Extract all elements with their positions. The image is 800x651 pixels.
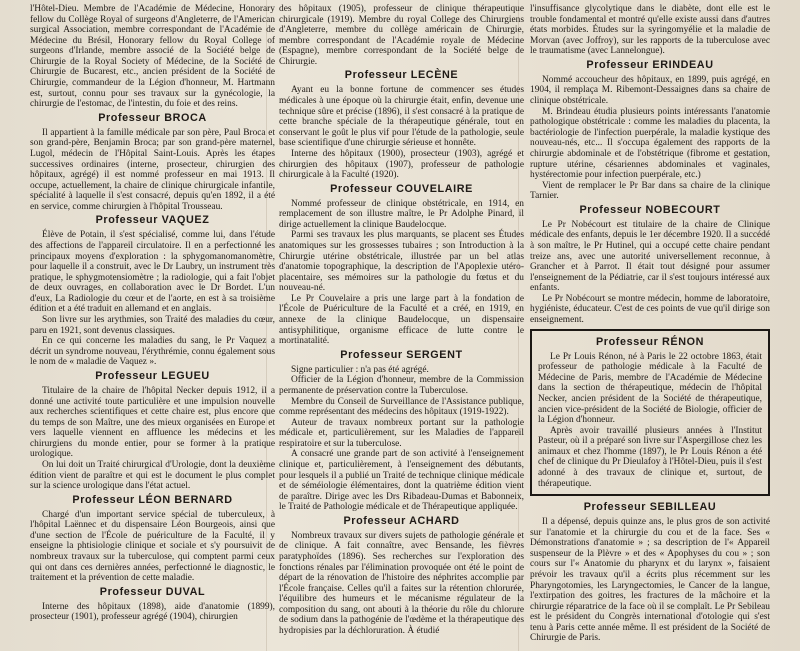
- paragraph: Nommé professeur de clinique obstétricale, en 1914, en remplacement de son illustre maître, le Pr Adolphe Pinard, il dirige actuellement la clinique Baudelocque.: [279, 198, 524, 230]
- paragraph: Ayant eu la bonne fortune de commencer ses études médicales à une époque où la chirurgie était, enfin, devenue une technique sûre et précise (1896), il s'est consacré à la pratique de cette branche spéciale de la thérapeutique générale, tout en conservant le goût le plus vif pour l'étude de la pathologie, seule base scientifique d'une chirurgie sérieuse et honnête.: [279, 85, 524, 149]
- paragraph: Interne des hôpitaux (1898), aide d'anatomie (1899), prosecteur (1901), professeur agrégé (1904), chirurgien: [30, 601, 275, 623]
- section-heading: Professeur SEBILLEAU: [583, 501, 717, 514]
- paragraph: Vient de remplacer le Pr Bar dans sa chaire de la clinique Tarnier.: [530, 180, 770, 202]
- section-heading: Professeur SERGENT: [340, 348, 463, 361]
- section-heading: Professeur BROCA: [98, 111, 207, 124]
- paragraph: Le Pr Couvelaire a pris une large part à la fondation de l'École de Puériculture de la Faculté et a créé, en 1919, en annexe de la clinique Baudelocque, un dispensaire antisyphilitique, organisme efficace de lutte contre le mortinatalité.: [279, 293, 524, 347]
- paragraph: Parmi ses travaux les plus marquants, se placent ses Études anatomiques sur les grossesses tubaires ; son Introduction à la Chirurgie utérine obstétricale, illustrée par un bel atlas d'anatomie topographique, la description de l'Apoplexie utéro-placentaire, ses mémoires sur la pathologie du fœtus et du nouveau-né.: [279, 230, 524, 294]
- paragraph: Son livre sur les arythmies, son Traité des maladies du cœur, paru en 1921, sont devenus classiques.: [30, 315, 275, 336]
- paragraph: Signe particulier : n'a pas été agrégé.: [291, 364, 429, 375]
- section-heading: Professeur VAQUEZ: [95, 214, 210, 227]
- paragraph: Interne des hôpitaux (1900), prosecteur (1903), agrégé et chirurgien des hôpitaux (1907), professeur de pathologie chirurgicale à la Faculté (1920).: [279, 148, 524, 181]
- paragraph: Nommé accoucheur des hôpitaux, en 1899, puis agrégé, en 1904, il remplaça M. Ribemont-Dessaignes dans sa chaire de clinique obstétricale.: [530, 74, 770, 107]
- paragraph: l'insuffisance glycolytique dans le diabète, dont elle est le trouble fondamental et montré qu'elle existe aussi dans d'autres états morbides. Études sur la syringomyélie et la maladie de Morvan (avec Joffroy), sur les rapports de la tuberculose avec le traumatisme (avec Lannelongue).: [530, 4, 770, 57]
- paragraph: Après avoir travaillé plusieurs années à l'Institut Pasteur, où il a préparé son livre sur l'Aspergillose chez les animaux et chez l'homme (1897), le Pr Louis Rénon a été chef de clinique du Pr Dieulafoy à l'Hôtel-Dieu, puis il s'est adonné à des travaux de clinique et, surtout, de thérapeutique.: [538, 425, 762, 489]
- paragraph: l'Hôtel-Dieu. Membre de l'Académie de Médecine, Honorary fellow du Collège Royal of surgeons d'Angleterre, de l'American surgical Association, membre correspondant de l'Académie de Médecine du Brésil, Honorary fellow du Royal College of surgeons d'Irlande, membre associé de la Société belge de Chirurgie de la Royal Society of Médecine, de la Société de Chirurgie de Bucarest, etc., ancien président de la Société de Chirurgie, commandeur de la Légion d'honneur, M. Hartmann est, surtout, connu pour ses travaux sur la gynécologie, la chirurgie de l'estomac, de l'intestin, du foie et des reins.: [30, 4, 275, 110]
- section-heading: Professeur NOBECOURT: [579, 203, 721, 216]
- paragraph: Le Pr Nobécourt est titulaire de la chaire de Clinique médicale des enfants, depuis le 1er décembre 1920. Il a succédé à son maître, le Pr Hutinel, qui a occupé cette chaire pendant treize ans, avec une autorité universellement reconnue, à Grancher et à Parrot. Il était tout désigné pour assumer l'enseignement de la Pédiatrie, car il s'est toujours intéressé aux enfants.: [530, 219, 770, 294]
- section-heading: Professeur ERINDEAU: [586, 58, 714, 71]
- paragraph: En ce qui concerne les maladies du sang, le Pr Vaquez a décrit un syndrome nouveau, l'érythrémie, connu également sous le nom de « maladie de Vaquez ».: [30, 336, 275, 368]
- paragraph: M. Brindeau étudia plusieurs points intéressants l'anatomie pathologique obstétricale : comme les maladies du placenta, la bactériologie de l'infection puerpérale, la maladie kystique des nouveau-nés, etc... Il s'occupa également des rapports de la chirurgie abdominale et de l'obstétrique (fibrome et gestation, rupture utérine, césariennes abdominales et vaginales, hystérectomie pour infection puerpérale, etc.): [530, 106, 770, 181]
- paragraph: Le Pr Nobécourt se montre médecin, homme de laboratoire, hygiéniste, éducateur. C'est de ces points de vue qu'il dirige son enseignement.: [530, 293, 770, 326]
- paragraph: Chargé d'un important service spécial de tuberculeux, à l'hôpital Laënnec et du dispensaire Léon Bourgeois, ainsi que d'une section de l'École de puériculture de la Faculté, il y enseigne la phtisiologie clinique et sociale et s'y poursuivit de nombreux travaux sur la tuberculose, qui comptent parmi ceux qui ont dans ces dernières années, perfectionné le diagnostic, le traitement et la prévention de cette maladie.: [30, 509, 275, 584]
- paragraph: A consacré une grande part de son activité à l'enseignement clinique et, particulièrement, à l'enseignement des débutants, pour lesquels il a publié un Traité de technique clinique médicale et de séméiologie élémentaires, dont la quatrième édition vient de paraître. Dirige avec les Drs Ribadeau-Dumas et Babonneix, le Traité de Pathologie médicale et de Thérapeutique appliquée.: [279, 449, 524, 513]
- paragraph: Titulaire de la chaire de l'hôpital Necker depuis 1912, il a donné une activité toute particulière et une impulsion nouvelle aux recherches scientifiques et cette chaire est, plus encore que du temps de son Maître, une des mieux organisées en Europe et vers laquelle viennent en affluence les médecins et les chirurgiens du monde entier, pour se former à la pratique urologique.: [30, 385, 275, 460]
- section-heading: Professeur LECÈNE: [344, 69, 459, 82]
- column-1: [30, 4, 275, 623]
- section-heading: Professeur RÉNON: [595, 335, 704, 348]
- section-heading: Professeur ACHARD: [343, 514, 460, 527]
- paragraph: Officier de la Légion d'honneur, membre de la Commission permanente de préservation contre la Tuberculose.: [279, 375, 524, 396]
- paragraph: Il a dépensé, depuis quinze ans, le plus gros de son activité sur l'anatomie et la chirurgie du cou et de la face. Ses « Démonstrations d'anatomie » ; sa description de l'« Appareil suspenseur de la Plèvre » et des « Apophyses du cou » ; son cours sur l'« Anatomie du pharynx et du larynx », faisaient prévoir les travaux qu'il a écrits plus récemment sur les Pharyngotomies, les Laryngectomies, le Cancer de la langue, l'extirpation des goitres, les fractures de la mâchoire et la chirurgie réparatrice de la face où il se complaît. Le Pr Sebileau est le président du Congrès international d'otologie qui s'est tenu à Paris cette année même. Il est président de la Société de Chirurgie de Paris.: [530, 517, 770, 644]
- section-heading: Professeur DUVAL: [99, 585, 206, 598]
- section-heading: Professeur LÉON BERNARD: [72, 493, 233, 506]
- paragraph: Membre du Conseil de Surveillance de l'Assistance publique, comme représentant des médecins des hôpitaux (1919-1922).: [279, 396, 524, 418]
- paragraph: Le Pr Louis Rénon, né à Paris le 22 octobre 1863, était professeur de pathologie médicale à la Faculté de Médecine de Paris, membre de l'Académie de Médecine dans la section de thérapeutique, médecin de l'hôpital Necker, ancien président de la Société de thérapeutique, ancien vice-président de la Société de Biologie, officier de la Légion d'honneur.: [538, 351, 762, 426]
- section-heading: Professeur LEGUEU: [95, 369, 210, 382]
- column-3: [530, 4, 770, 644]
- paragraph: des hôpitaux (1905), professeur de clinique thérapeutique chirurgicale (1919). Membre du royal College des Chirurgiens d'Angleterre, membre du collège américain de Chirurgie, membre correspondant de l'Académie royale de Médecine (Espagne), membre correspondant de la Société belge de Chirurgie.: [279, 4, 524, 67]
- paragraph: Auteur de travaux nombreux portant sur la pathologie médicale et, particulièrement, sur les Maladies de l'appareil respiratoire et sur la tuberculose.: [279, 417, 524, 449]
- paragraph: Élève de Potain, il s'est spécialisé, comme lui, dans l'étude des affections de l'appareil circulatoire. Il en a perfectionné les principaux moyens d'exploration : la sphygomanomanomètre, pour laquelle il a construit, avec le Dr Laubry, un instrument très pratique, le sphygmotensiomètre ; la radiologie, qui a fait l'objet de deux ouvrages, en collaboration avec le Dr Bordet. L'un d'eux, La Radiologie du cœur et de l'aorte, en est à sa troisième édition et a été traduit en allemand et en anglais.: [30, 230, 275, 315]
- section-heading: Professeur COUVELAIRE: [330, 182, 473, 195]
- column-2: [279, 4, 524, 637]
- paragraph: Nombreux travaux sur divers sujets de pathologie générale et de clinique. A fait connaître, avec Bensande, les fièvres paratyphoïdes (1896). Ses recherches sur l'exploration des fonctions rénales par l'élimination provoquée ont été le point de départ de la rénovation de l'histoire des néphrites accomplie par l'École française. Celles qu'il a faites sur la rétention chlorurée, l'équilibre des humeurs et le mécanisme régulateur de la composition du sang, ont abouti à la théorie du rôle du chlorure de sodium dans la pathogénie de l'œdème et la thérapeutique des hydropisies par la déchloruration. À étudié: [279, 530, 524, 637]
- paragraph: On lui doit un Traité chirurgical d'Urologie, dont la deuxième édition vient de paraître et qui est le document le plus complet sur la science urologique dans l'état actuel.: [30, 459, 275, 492]
- paragraph: Il appartient à la famille médicale par son père, Paul Broca et son grand-père, Benjamin Broca; par son grand-père maternel, Lugol, médecin de l'Hôpital Saint-Louis. Après les étapes successives ordinaires (interne, prosecteur, chirurgien des hôpitaux, agrégé) il est nommé professeur en mai 1913. Il occupe, actuellement, la chaire de clinique chirurgicale infantile, spécialité à laquelle il s'est consacré, depuis qu'en 1892, il a été en service, comme chirurgien à l'hôpital Trousseau.: [30, 127, 275, 212]
- boxed-section: [530, 329, 770, 497]
